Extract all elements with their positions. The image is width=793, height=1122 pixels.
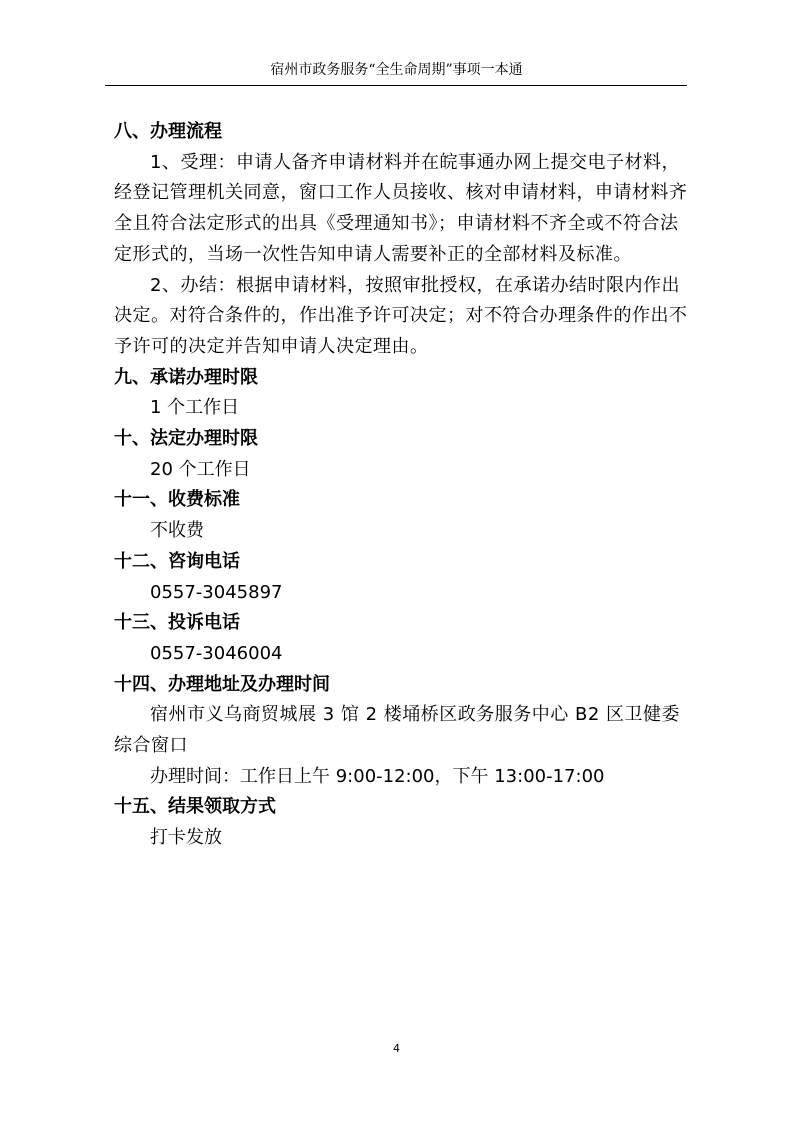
- office-hours: 办理时间：工作日上午 9:00-12:00，下午 13:00-17:00: [150, 765, 605, 787]
- section-heading-result-pickup: 十五、结果领取方式: [114, 796, 276, 818]
- document-body: [114, 117, 694, 854]
- legal-time-value: 20 个工作日: [150, 458, 251, 480]
- section-address-hours: [114, 670, 694, 793]
- complaint-phone-value: 0557-3046004: [150, 642, 283, 664]
- section-heading-process: 八、办理流程: [114, 121, 222, 142]
- section-heading-address-hours: 十四、办理地址及办理时间: [114, 673, 330, 695]
- header-title: 宿州市政务服务“全生命周期”事项一本通: [270, 62, 523, 78]
- section-heading-promised-time: 九、承诺办理时限: [114, 366, 258, 388]
- office-address: 宿州市义乌商贸城展 3 馆 2 楼埇桥区政务服务中心 B2 区卫健委综合窗口: [114, 704, 681, 757]
- header-rule: [105, 85, 687, 86]
- section-heading-fee: 十一、收费标准: [114, 489, 240, 511]
- section-promised-time: [114, 363, 694, 424]
- section-legal-time: [114, 424, 694, 485]
- section-process: [114, 117, 694, 363]
- consult-phone-value: 0557-3045897: [150, 581, 283, 603]
- section-fee: [114, 485, 694, 546]
- page-header: [0, 60, 793, 80]
- section-consult-phone: [114, 547, 694, 608]
- section-result-pickup: [114, 792, 694, 853]
- process-step-accept: 1、受理：申请人备齐申请材料并在皖事通办网上提交电子材料，经登记管理机关同意，窗口工作人员接收、核对申请材料，申请材料齐全且符合法定形式的出具《受理通知书》；申请材料不齐全或不符合法定形式的，当场一次性告知申请人需要补正的全部材料及标准。: [114, 151, 688, 265]
- section-complaint-phone: [114, 608, 694, 669]
- section-heading-complaint-phone: 十三、投诉电话: [114, 612, 240, 634]
- promised-time-value: 1 个工作日: [150, 397, 240, 419]
- section-heading-legal-time: 十、法定办理时限: [114, 428, 258, 450]
- fee-value: 不收费: [150, 520, 204, 542]
- section-heading-consult-phone: 十二、咨询电话: [114, 550, 240, 572]
- process-step-complete: 2、办结：根据申请材料，按照审批授权，在承诺办结时限内作出决定。对符合条件的，作出准予许可决定；对不符合办理条件的作出不予许可的决定并告知申请人决定理由。: [114, 274, 688, 357]
- result-pickup-value: 打卡发放: [150, 827, 222, 849]
- page-number: 4: [393, 1042, 400, 1055]
